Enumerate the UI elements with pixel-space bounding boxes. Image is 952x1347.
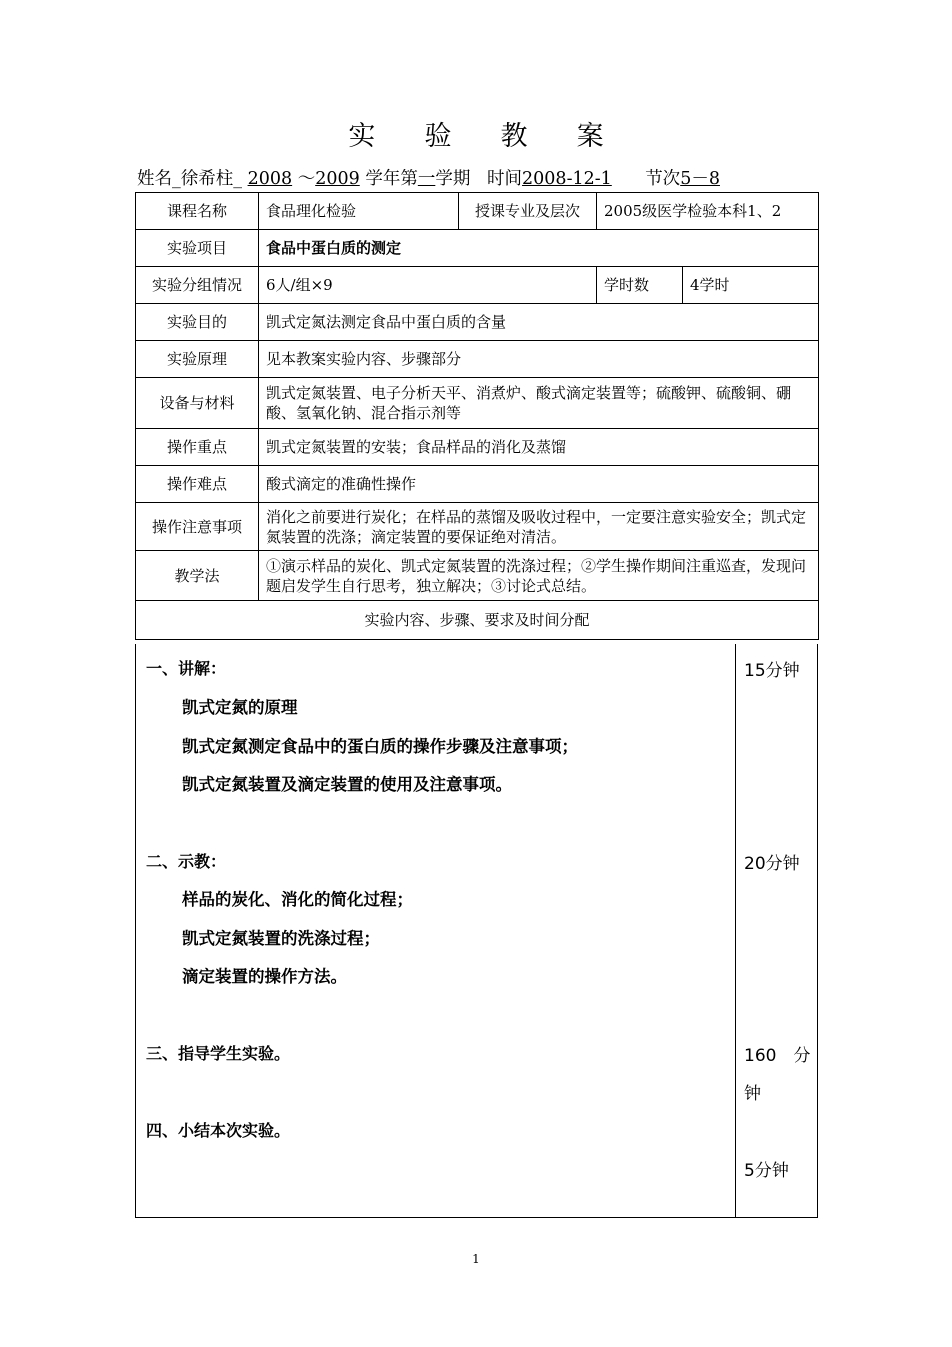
principle-value: 见本教案实验内容、步骤部分 bbox=[259, 341, 819, 378]
equipment-value: 凯式定氮装置、电子分析天平、消煮炉、酸式滴定装置等；硫酸钾、硫酸铜、硼酸、氢氧化钠、混合指示剂等 bbox=[259, 378, 819, 429]
method-value: ①演示样品的炭化、凯式定氮装置的洗涤过程；②学生操作期间注重巡查，发现问题启发学生自行思考，独立解决；③讨论式总结。 bbox=[259, 551, 819, 601]
group-label: 实验分组情况 bbox=[136, 267, 259, 304]
time-label: 时间 bbox=[487, 169, 523, 189]
time-value: 2008-12-1 bbox=[522, 169, 612, 189]
project-label: 实验项目 bbox=[136, 230, 259, 267]
section-1-item: 凯式定氮的原理 bbox=[182, 698, 298, 717]
section-4-time: 5分钟 bbox=[744, 1161, 789, 1181]
content-section bbox=[135, 644, 818, 1218]
purpose-label: 实验目的 bbox=[136, 304, 259, 341]
notes-label: 操作注意事项 bbox=[136, 503, 259, 551]
section-3-title: 三、指导学生实验。 bbox=[146, 1044, 291, 1063]
section-2-item: 凯式定氮装置的洗涤过程； bbox=[182, 929, 380, 948]
hours-label: 学时数 bbox=[597, 267, 683, 304]
name-value: _徐希柱_ bbox=[172, 169, 242, 189]
year-start: 2008 bbox=[247, 169, 293, 189]
notes-value: 消化之前要进行炭化；在样品的蒸馏及吸收过程中，一定要注意实验安全；凯式定氮装置的洗涤；滴定装置的要保证绝对清洁。 bbox=[259, 503, 819, 551]
period-label: 节次 bbox=[645, 169, 681, 189]
section-1-title: 一、讲解： bbox=[146, 659, 227, 678]
course-label: 课程名称 bbox=[136, 193, 259, 230]
section-1-item: 凯式定氮装置及滴定装置的使用及注意事项。 bbox=[182, 775, 512, 794]
section-2-item: 滴定装置的操作方法。 bbox=[182, 967, 347, 986]
lesson-plan-table bbox=[135, 192, 819, 640]
year-sep: ～ bbox=[297, 169, 316, 189]
purpose-value: 凯式定氮法测定食品中蛋白质的含量 bbox=[259, 304, 819, 341]
term: 一 bbox=[417, 169, 436, 189]
group-value: 6人/组×9 bbox=[259, 267, 597, 304]
section-3-time: 160 分 bbox=[744, 1046, 811, 1066]
period-value: 5－8 bbox=[680, 169, 720, 189]
hours-value: 4学时 bbox=[683, 267, 819, 304]
section-1-time: 15分钟 bbox=[744, 661, 800, 681]
section-2-time: 20分钟 bbox=[744, 854, 800, 874]
year-end: 2009 bbox=[315, 169, 360, 189]
section-1-item: 凯式定氮测定食品中的蛋白质的操作步骤及注意事项； bbox=[182, 737, 578, 756]
section-3-time-cont: 钟 bbox=[744, 1084, 761, 1104]
section-2-title: 二、示教： bbox=[146, 852, 227, 871]
name-label: 姓名 bbox=[137, 169, 172, 189]
page-number: 1 bbox=[472, 1252, 480, 1266]
principle-label: 实验原理 bbox=[136, 341, 259, 378]
content-header: 实验内容、步骤、要求及时间分配 bbox=[136, 601, 819, 640]
difficulty-label: 操作难点 bbox=[136, 466, 259, 503]
section-4-title: 四、小结本次实验。 bbox=[146, 1121, 291, 1140]
year-suffix: 学年第 bbox=[365, 169, 418, 189]
section-2-item: 样品的炭化、消化的简化过程； bbox=[182, 890, 413, 909]
equipment-label: 设备与材料 bbox=[136, 378, 259, 429]
column-divider bbox=[735, 644, 736, 1217]
major-label: 授课专业及层次 bbox=[459, 193, 597, 230]
term-suffix: 学期 bbox=[435, 169, 471, 189]
method-label: 教学法 bbox=[136, 551, 259, 601]
project-value: 食品中蛋白质的测定 bbox=[259, 230, 819, 267]
document-title: 实 验 教 案 bbox=[348, 121, 624, 152]
key-value: 凯式定氮装置的安装；食品样品的消化及蒸馏 bbox=[259, 429, 819, 466]
course-value: 食品理化检验 bbox=[259, 193, 459, 230]
major-value: 2005级医学检验本科1、2 bbox=[597, 193, 819, 230]
header-line bbox=[137, 165, 827, 190]
key-label: 操作重点 bbox=[136, 429, 259, 466]
difficulty-value: 酸式滴定的准确性操作 bbox=[259, 466, 819, 503]
